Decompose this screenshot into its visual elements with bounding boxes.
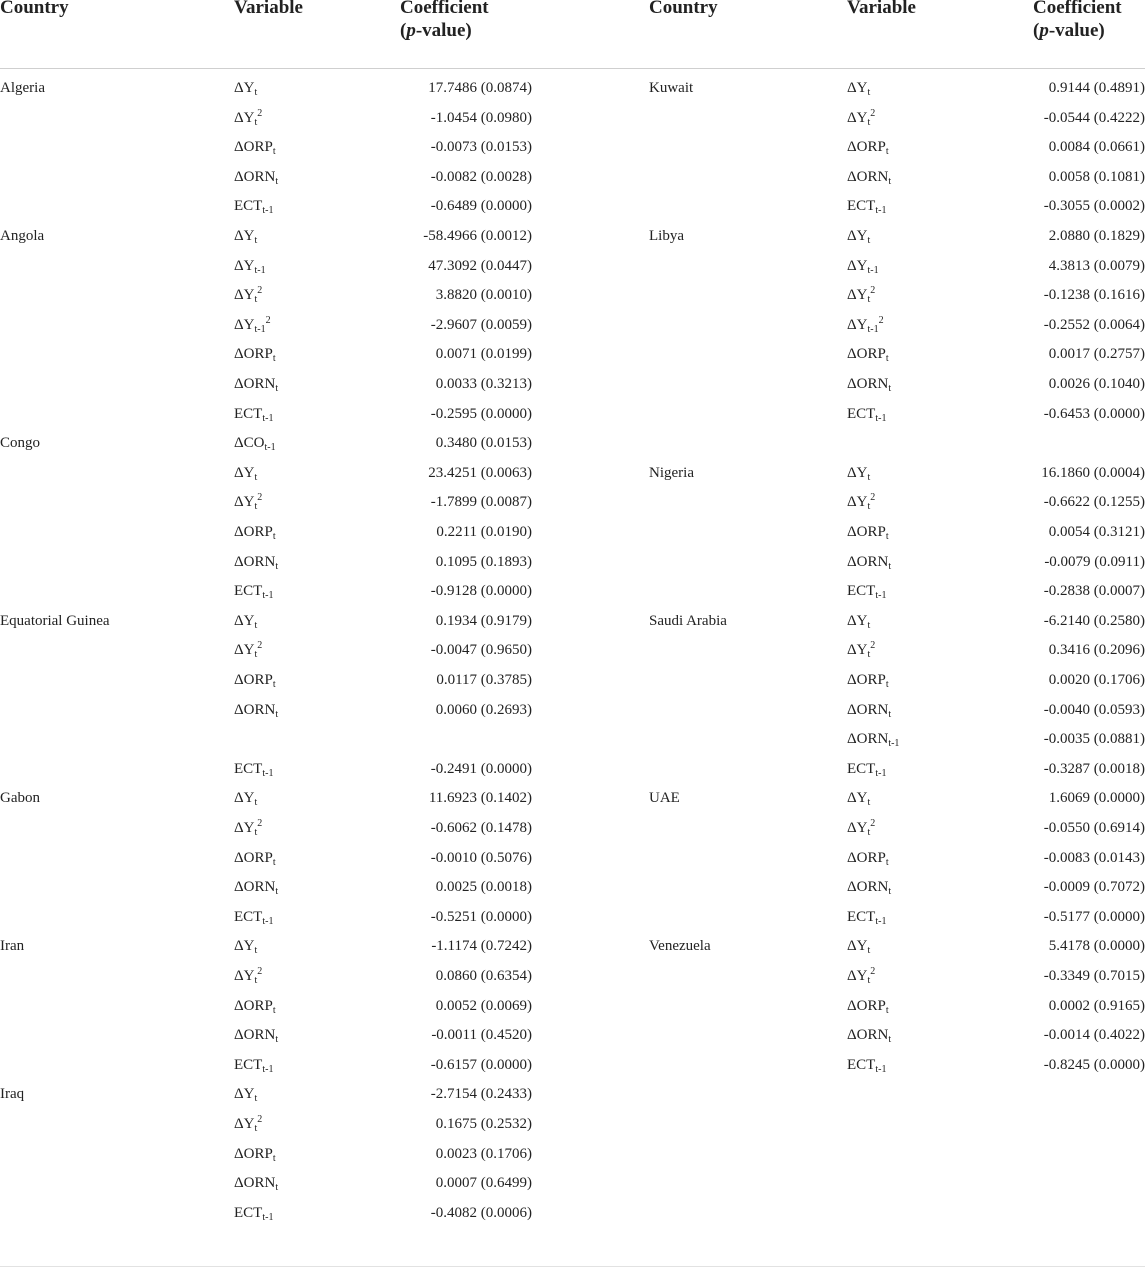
table-row — [0, 492, 1145, 522]
variable-cell: $\Delta ORN_{t-1}$ — [847, 731, 900, 750]
variable-cell: $\Delta Y_{t-1}^2$ — [847, 314, 884, 335]
coefficient-cell: -0.0073 (0.0153) — [430, 139, 532, 156]
table-row — [0, 108, 1145, 138]
coefficient-cell: -1.0454 (0.0980) — [430, 109, 532, 126]
coefficient-cell: -0.0083 (0.0143) — [1043, 849, 1145, 866]
coefficient-cell: -0.9128 (0.0000) — [430, 583, 532, 600]
header-coefficient-2: Coefficient (p-value) — [1033, 0, 1122, 42]
variable-cell: $\Delta Y_t^2$ — [234, 640, 263, 661]
variable-cell: $\Delta Y_t^2$ — [234, 966, 263, 986]
variable-cell: $ECT_{t-1}$ — [847, 583, 887, 602]
table-row — [0, 1114, 1145, 1144]
variable-cell: $\Delta Y_t^2$ — [847, 640, 876, 661]
table-row — [0, 78, 1145, 108]
country-cell: Iran — [0, 938, 25, 955]
coefficient-cell: -0.0010 (0.5076) — [430, 849, 532, 866]
coefficient-cell: 0.0054 (0.3121) — [1048, 524, 1145, 540]
variable-cell: $ECT_{t-1}$ — [234, 1204, 274, 1223]
coefficient-cell: -0.5177 (0.0000) — [1043, 908, 1145, 925]
table-row — [0, 522, 1145, 552]
table-row — [0, 463, 1145, 493]
country-cell: Gabon — [0, 790, 40, 807]
coefficient-cell: -0.0009 (0.7072) — [1043, 879, 1145, 896]
coefficient-cell: -2.9607 (0.0059) — [430, 316, 532, 333]
variable-cell: $\Delta ORP_t$ — [234, 672, 276, 690]
variable-cell: $ECT_{t-1}$ — [847, 760, 887, 779]
table-row — [0, 670, 1145, 700]
variable-cell: $\Delta Y_{t-1}^2$ — [234, 314, 271, 335]
coefficient-cell: -0.6453 (0.0000) — [1043, 405, 1145, 422]
coefficient-cell: 0.1934 (0.9179) — [435, 612, 532, 629]
country-cell: Iraq — [0, 1086, 25, 1103]
variable-cell: $\Delta Y_t$ — [234, 228, 258, 246]
variable-cell: $\Delta ORN_t$ — [234, 553, 279, 572]
table-row — [0, 404, 1145, 434]
header-coefficient-rest: -value) — [415, 20, 472, 41]
header-coefficient-p: p — [406, 20, 416, 41]
coefficient-cell: 0.0002 (0.9165) — [1048, 997, 1145, 1014]
coefficient-cell: -0.2491 (0.0000) — [430, 760, 532, 777]
country-cell: UAE — [649, 790, 680, 807]
variable-cell: $\Delta Y_t$ — [847, 790, 871, 809]
table-row — [0, 226, 1145, 256]
header-country: Country — [0, 0, 69, 18]
coefficient-cell: -58.4966 (0.0012) — [423, 228, 532, 244]
coefficient-cell: 0.0071 (0.0199) — [435, 346, 532, 363]
variable-cell: $\Delta Y_t$ — [847, 80, 871, 98]
table-row — [0, 729, 1145, 759]
coefficient-cell: -0.2552 (0.0064) — [1043, 316, 1145, 333]
coefficient-cell: 0.0084 (0.0661) — [1048, 139, 1145, 156]
variable-cell: $\Delta ORP_t$ — [234, 346, 276, 365]
coefficient-cell: 47.3092 (0.0447) — [428, 257, 532, 274]
country-cell: Equatorial Guinea — [0, 612, 110, 629]
table-row — [0, 611, 1145, 641]
coefficient-cell: -0.6489 (0.0000) — [430, 198, 532, 215]
coefficient-cell: 16.1860 (0.0004) — [1041, 464, 1145, 481]
country-cell: Algeria — [0, 80, 45, 96]
coefficient-cell: -0.3287 (0.0018) — [1043, 760, 1145, 777]
variable-cell: $\Delta Y_t^2$ — [847, 492, 876, 513]
table-row — [0, 256, 1145, 286]
variable-cell: $ECT_{t-1}$ — [847, 198, 887, 217]
variable-cell: $\Delta ORN_t$ — [234, 1027, 279, 1046]
variable-cell: $\Delta ORP_t$ — [847, 524, 889, 542]
table-row — [0, 936, 1145, 966]
country-cell: Kuwait — [649, 80, 694, 96]
coefficient-cell: 0.0033 (0.3213) — [435, 376, 532, 392]
table-row — [0, 966, 1145, 996]
variable-cell: $\Delta Y_t$ — [234, 1086, 258, 1105]
variable-cell: $\Delta ORN_t$ — [847, 376, 892, 394]
coefficient-cell: -0.0014 (0.4022) — [1043, 1027, 1145, 1044]
coefficient-cell: -0.0544 (0.4222) — [1043, 109, 1145, 126]
variable-cell: $\Delta ORN_t$ — [847, 1027, 892, 1046]
coefficient-cell: -1.1174 (0.7242) — [431, 938, 532, 955]
coefficient-cell: 0.9144 (0.4891) — [1048, 80, 1145, 96]
coefficient-cell: -0.3349 (0.7015) — [1043, 968, 1145, 984]
header-coefficient: Coefficient (p-value) — [400, 0, 489, 42]
coefficient-cell: 0.0860 (0.6354) — [435, 968, 532, 984]
country-cell: Congo — [0, 435, 41, 452]
coefficient-cell: 0.0052 (0.0069) — [435, 997, 532, 1014]
table-row — [0, 848, 1145, 878]
coefficient-cell: -6.2140 (0.2580) — [1043, 612, 1145, 629]
variable-cell: $\Delta Y_t^2$ — [847, 285, 876, 306]
variable-cell: $\Delta Y_t$ — [847, 938, 871, 957]
header-divider — [0, 68, 1145, 69]
coefficient-cell: 0.0020 (0.1706) — [1048, 672, 1145, 688]
country-cell: Nigeria — [649, 464, 694, 481]
country-cell: Libya — [649, 228, 684, 244]
coefficient-cell: -0.0040 (0.0593) — [1043, 701, 1145, 718]
coefficient-cell: 4.3813 (0.0079) — [1048, 257, 1145, 274]
coefficient-cell: 3.8820 (0.0010) — [435, 287, 532, 304]
coefficient-cell: 11.6923 (0.1402) — [428, 790, 532, 807]
table-row — [0, 433, 1145, 463]
variable-cell: $\Delta ORP_t$ — [847, 139, 889, 158]
table-row — [0, 581, 1145, 611]
coefficient-cell: 1.6069 (0.0000) — [1048, 790, 1145, 807]
coefficient-cell: 0.0117 (0.3785) — [436, 672, 532, 688]
variable-cell: $\Delta ORN_t$ — [234, 701, 279, 720]
country-cell: Angola — [0, 228, 45, 244]
table-row — [0, 1203, 1145, 1233]
coefficient-cell: 2.0880 (0.1829) — [1048, 228, 1145, 244]
coefficient-cell: 5.4178 (0.0000) — [1048, 938, 1145, 955]
country-cell: Saudi Arabia — [649, 612, 727, 629]
table-row — [0, 1084, 1145, 1114]
header-variable-2: Variable — [847, 0, 916, 18]
coefficient-cell: -2.7154 (0.2433) — [430, 1086, 532, 1103]
coefficient-cell: 0.1675 (0.2532) — [435, 1116, 532, 1132]
table-row — [0, 818, 1145, 848]
variable-cell: $\Delta Y_t$ — [234, 938, 258, 957]
coefficient-cell: 0.0026 (0.1040) — [1048, 376, 1145, 392]
variable-cell: $\Delta ORN_t$ — [234, 168, 279, 187]
variable-cell: $\Delta Y_t^2$ — [234, 492, 263, 513]
variable-cell: $ECT_{t-1}$ — [234, 760, 274, 779]
variable-cell: $ECT_{t-1}$ — [234, 908, 274, 927]
coefficient-cell: 0.0017 (0.2757) — [1048, 346, 1145, 363]
coefficient-cell: 0.3416 (0.2096) — [1048, 642, 1145, 659]
table-row — [0, 877, 1145, 907]
variable-cell: $\Delta Y_t^2$ — [234, 285, 263, 306]
variable-cell: $\Delta ORP_t$ — [234, 524, 276, 542]
variable-cell: $ECT_{t-1}$ — [234, 405, 274, 424]
variable-cell: $\Delta Y_t$ — [234, 790, 258, 809]
coefficient-cell: -0.0035 (0.0881) — [1043, 731, 1145, 748]
table-row — [0, 196, 1145, 226]
table-row — [0, 1144, 1145, 1174]
variable-cell: $\Delta ORN_t$ — [847, 168, 892, 187]
coefficient-cell: -0.3055 (0.0002) — [1043, 198, 1145, 215]
header-country-2: Country — [649, 0, 718, 18]
variable-cell: $\Delta Y_{t-1}$ — [234, 257, 266, 276]
table-row — [0, 315, 1145, 345]
coefficient-cell: -0.4082 (0.0006) — [430, 1204, 532, 1221]
table-row — [0, 907, 1145, 937]
variable-cell: $\Delta ORP_t$ — [847, 849, 889, 868]
variable-cell: $\Delta Y_t^2$ — [847, 818, 876, 838]
variable-cell: $ECT_{t-1}$ — [234, 583, 274, 602]
header-variable: Variable — [234, 0, 303, 18]
table-row — [0, 759, 1145, 789]
table-row — [0, 1055, 1145, 1085]
coefficient-cell: -0.2595 (0.0000) — [430, 405, 532, 422]
table-row — [0, 700, 1145, 730]
coefficient-cell: -0.8245 (0.0000) — [1043, 1056, 1145, 1073]
coefficient-cell: 0.0058 (0.1081) — [1048, 168, 1145, 185]
variable-cell: $\Delta Y_t^2$ — [234, 107, 263, 128]
variable-cell: $\Delta ORP_t$ — [847, 997, 889, 1016]
variable-cell: $\Delta Y_t^2$ — [847, 107, 876, 128]
variable-cell: $ECT_{t-1}$ — [847, 405, 887, 424]
header-coefficient-line1: Coefficient — [400, 0, 489, 18]
country-cell: Venezuela — [649, 938, 711, 955]
table-header — [0, 0, 1145, 68]
variable-cell: $\Delta ORN_t$ — [234, 1175, 279, 1194]
coefficient-cell: 23.4251 (0.0063) — [428, 464, 532, 481]
coefficient-cell: -1.7899 (0.0087) — [430, 494, 532, 511]
variable-cell: $\Delta Y_t$ — [847, 228, 871, 246]
variable-cell: $\Delta ORP_t$ — [847, 346, 889, 365]
table-row — [0, 552, 1145, 582]
table-row — [0, 374, 1145, 404]
variable-cell: $\Delta ORN_t$ — [234, 376, 279, 394]
table-row — [0, 137, 1145, 167]
coefficient-cell: -0.6157 (0.0000) — [430, 1056, 532, 1073]
variable-cell: $\Delta ORN_t$ — [847, 553, 892, 572]
coefficient-cell: 0.0060 (0.2693) — [435, 701, 532, 718]
header-coefficient-2-p: p — [1039, 20, 1049, 41]
coefficient-cell: -0.5251 (0.0000) — [430, 908, 532, 925]
variable-cell: $ECT_{t-1}$ — [234, 198, 274, 217]
table-row — [0, 640, 1145, 670]
header-coefficient-2-line1: Coefficient — [1033, 0, 1122, 18]
variable-cell: $\Delta ORP_t$ — [234, 139, 276, 158]
variable-cell: $ECT_{t-1}$ — [234, 1056, 274, 1075]
variable-cell: $\Delta ORN_t$ — [847, 701, 892, 720]
coefficient-cell: -0.0550 (0.6914) — [1043, 820, 1145, 836]
coefficient-cell: 0.1095 (0.1893) — [435, 553, 532, 570]
coefficient-cell: -0.6062 (0.1478) — [430, 820, 532, 836]
coefficient-cell: -0.0079 (0.0911) — [1044, 553, 1145, 570]
variable-cell: $\Delta Y_t^2$ — [847, 966, 876, 986]
variable-cell: $\Delta ORP_t$ — [234, 1145, 276, 1164]
coefficient-cell: 0.0025 (0.0018) — [435, 879, 532, 896]
variable-cell: $\Delta Y_t$ — [234, 464, 258, 483]
coefficient-cell: -0.0047 (0.9650) — [430, 642, 532, 659]
table-row — [0, 1173, 1145, 1203]
variable-cell: $\Delta Y_t^2$ — [234, 1114, 263, 1134]
variable-cell: $\Delta Y_{t-1}$ — [847, 257, 879, 276]
table-row — [0, 996, 1145, 1026]
variable-cell: $ECT_{t-1}$ — [847, 908, 887, 927]
variable-cell: $\Delta ORP_t$ — [847, 672, 889, 690]
variable-cell: $\Delta ORN_t$ — [234, 879, 279, 898]
coefficient-cell: 0.2211 (0.0190) — [436, 524, 532, 540]
table-row — [0, 285, 1145, 315]
variable-cell: $\Delta ORP_t$ — [234, 997, 276, 1016]
coefficient-cell: 17.7486 (0.0874) — [428, 80, 532, 96]
coefficient-cell: -0.6622 (0.1255) — [1043, 494, 1145, 511]
variable-cell: $\Delta Y_t^2$ — [234, 818, 263, 838]
variable-cell: $\Delta Y_t$ — [234, 80, 258, 98]
table-row — [0, 167, 1145, 197]
variable-cell: $\Delta Y_t$ — [847, 612, 871, 631]
coefficient-cell: -0.1238 (0.1616) — [1043, 287, 1145, 304]
variable-cell: $\Delta CO_{t-1}$ — [234, 435, 276, 454]
coefficient-cell: 0.0007 (0.6499) — [435, 1175, 532, 1192]
table-row — [0, 788, 1145, 818]
variable-cell: $\Delta Y_t$ — [847, 464, 871, 483]
coefficient-cell: -0.0082 (0.0028) — [430, 168, 532, 185]
coefficient-cell: 0.0023 (0.1706) — [435, 1145, 532, 1162]
variable-cell: $\Delta ORP_t$ — [234, 849, 276, 868]
table-row — [0, 344, 1145, 374]
variable-cell: $\Delta ORN_t$ — [847, 879, 892, 898]
header-coefficient-2-rest: -value) — [1048, 20, 1105, 41]
coefficient-cell: -0.0011 (0.4520) — [431, 1027, 532, 1044]
coefficient-cell: 0.3480 (0.0153) — [435, 435, 532, 452]
variable-cell: $\Delta Y_t$ — [234, 612, 258, 631]
coefficient-cell: -0.2838 (0.0007) — [1043, 583, 1145, 600]
table-row — [0, 1025, 1145, 1055]
variable-cell: $ECT_{t-1}$ — [847, 1056, 887, 1075]
